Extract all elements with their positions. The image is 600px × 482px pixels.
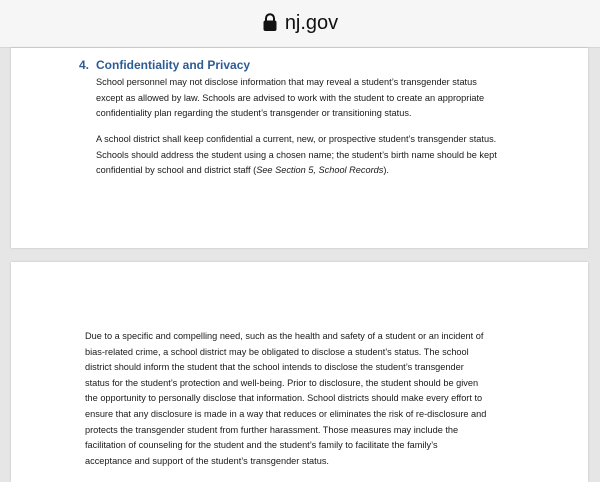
section-title: Confidentiality and Privacy xyxy=(96,58,251,72)
url-display[interactable] xyxy=(0,11,600,35)
paragraph-disclosure xyxy=(85,329,545,469)
text-fragment: ). xyxy=(383,165,389,176)
section-reference: See Section 5, School Records xyxy=(256,165,384,176)
text-line: School personnel may not disclose information that may reveal a student’s transgender status xyxy=(96,77,477,87)
text-line: acceptance and support of the student’s transgender status. xyxy=(85,455,329,466)
text-line: bias-related crime, a school district may be obligated to disclose a student’s status. The school xyxy=(85,346,469,357)
text-line: Schools should address the student using a chosen name; the student’s birth name should be kept xyxy=(96,149,497,160)
lock-icon xyxy=(262,12,278,32)
text-line: protects the transgender student from further harassment. Those measures may include the xyxy=(85,424,459,435)
document-page-2 xyxy=(11,262,588,482)
text-line: the opportunity to personally disclose that information. School districts should make every effort to xyxy=(85,393,483,404)
document-page-1 xyxy=(11,48,588,248)
url-text: nj.gov xyxy=(284,12,339,34)
text-line: confidentiality plan regarding the student’s transgender or transitioning status. xyxy=(96,108,412,119)
text-line: except as allowed by law. Schools are advised to work with the student to create an appropriate xyxy=(96,92,485,103)
paragraph-confidentiality xyxy=(96,75,536,122)
text-line: Due to a specific and compelling need, such as the health and safety of a student or an incident of xyxy=(85,331,484,341)
text-line: district should inform the student that the school intends to disclose the student’s transgender xyxy=(85,362,464,373)
text-line: status for the student’s protection and well-being. Prior to disclosure, the student should be given xyxy=(85,377,479,388)
text-fragment: confidential by school and district staff ( xyxy=(96,165,257,176)
paragraph-keep-confidential xyxy=(96,132,536,179)
section-number: 4. xyxy=(79,58,90,72)
text-line-with-reference xyxy=(96,163,536,179)
text-line: ensure that any disclosure is made in a way that reduces or eliminates the risk of re-disclosure and xyxy=(85,408,487,419)
section-heading xyxy=(79,58,250,72)
address-bar[interactable] xyxy=(0,0,600,48)
text-line: A school district shall keep confidential a current, new, or prospective student’s transgender status. xyxy=(96,134,497,144)
text-line: facilitation of counseling for the student and the student’s family to facilitate the family’s xyxy=(85,440,438,451)
